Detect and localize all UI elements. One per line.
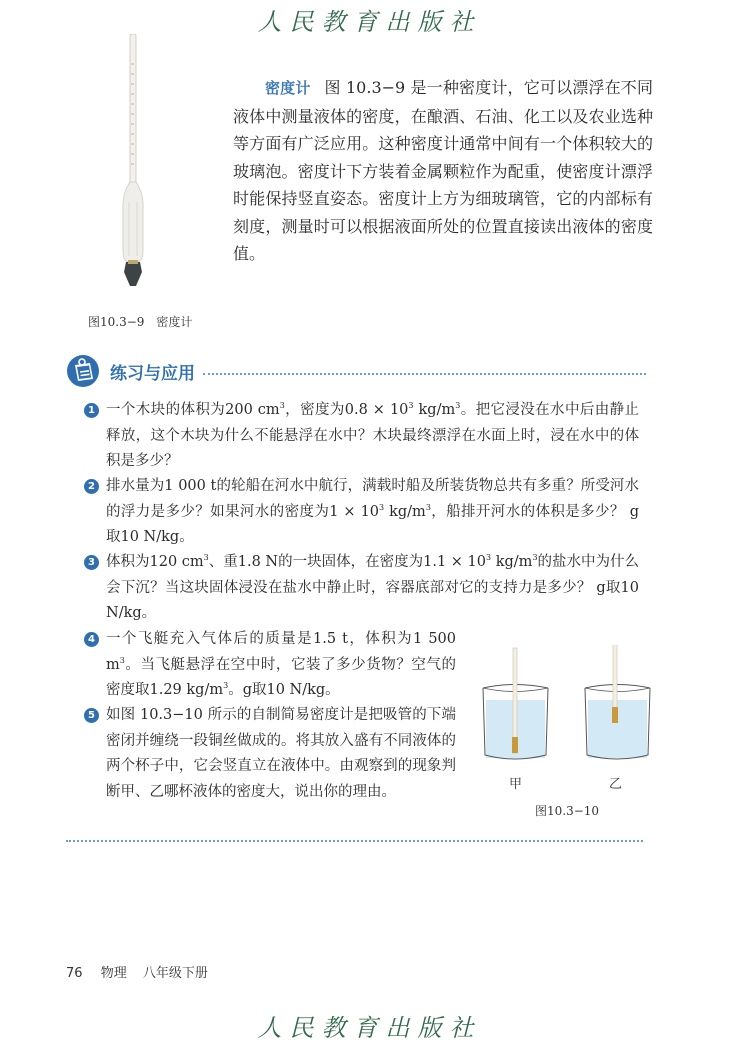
hydrometer-icon bbox=[118, 34, 148, 292]
figure-caption-hydrometer: 图10.3−9 密度计 bbox=[88, 315, 193, 329]
question-number-badge: 2 bbox=[84, 479, 99, 494]
beaker-yi-icon bbox=[585, 645, 650, 759]
question-number-badge: 5 bbox=[84, 708, 99, 723]
question-number-badge: 1 bbox=[84, 403, 99, 418]
subject-label: 物理 bbox=[100, 966, 127, 981]
beaker-label-jia: 甲 bbox=[509, 777, 523, 792]
exercise-clipboard-icon bbox=[66, 354, 100, 388]
section-title: 练习与应用 bbox=[110, 363, 195, 384]
beaker-jia-icon bbox=[483, 648, 548, 759]
publisher-logo-bottom: 人民教育出版社 bbox=[257, 1014, 482, 1042]
exercise-question-2: 2 排水量为1 000 t的轮船在河水中航行，满载时船及所装货物总共有多重？所受河水的浮力是多少？如果河水的密度为$1 \times 10^3$ $kg/m^3$，船排开河水的体积是多少？ g取10 N/kg。 bbox=[84, 474, 639, 551]
exercise-question-5: 5 如图 10.3−10 所示的自制简易密度计是把吸管的下端密闭并缠绕一段铜丝做成的。将其放入盛有不同液体的两个杯子中，它会竖直立在液体中。由观察到的现象判断甲、乙哪杯液体的密度大，说出你的理由。 bbox=[84, 703, 456, 805]
page-footer bbox=[66, 962, 208, 981]
exercise-question-4: 4 一个飞艇充入气体后的质量是1.5 t，体积为1 500 $m^3$。当飞艇悬浮在空中时，它装了多少货物？空气的密度取1.29 $kg/m^3$。g取10 N/kg。 bbox=[84, 627, 456, 704]
figure-caption-beakers: 图10.3−10 bbox=[535, 804, 600, 818]
keyword-hydrometer: 密度计 bbox=[265, 79, 311, 97]
intro-paragraph bbox=[233, 74, 653, 268]
section-header bbox=[66, 353, 646, 389]
beakers-figure bbox=[475, 645, 665, 795]
page-number: 76 bbox=[66, 966, 83, 981]
beaker-label-yi: 乙 bbox=[609, 777, 623, 792]
dotted-divider-bottom bbox=[66, 840, 643, 842]
exercise-question-1: 1 一个木块的体积为200 $cm^3$，密度为$0.8 \times 10^3$ $kg/m^3$。把它浸没在水中后由静止释放，这个木块为什么不能悬浮在水中？木块最终漂浮在水面上时，浸在水中的体积是多少？ bbox=[84, 398, 639, 475]
question-number-badge: 3 bbox=[84, 555, 99, 570]
publisher-logo-top: 人民教育出版社 bbox=[257, 8, 482, 36]
dotted-divider bbox=[203, 373, 646, 375]
question-number-badge: 4 bbox=[84, 632, 99, 647]
book-label: 八年级下册 bbox=[142, 966, 208, 981]
intro-text: 图 10.3−9 是一种密度计，它可以漂浮在不同液体中测量液体的密度，在酿酒、石油、化工以及农业选种等方面有广泛应用。这种密度计通常中间有一个体积较大的玻璃泡。密度计下方装着金属颗粒作为配重，使密度计漂浮时能保持竖直姿态。密度计上方为细玻璃管，它的内部标有刻度，测量时可以根据液面所处的位置直接读出液体的密度值。 bbox=[233, 78, 653, 263]
exercise-question-3: 3 体积为120 $cm^3$、重1.8 N的一块固体，在密度为$1.1 \times 10^3$ $kg/m^3$的盐水中为什么会下沉？当这块固体浸没在盐水中静止时，容器底部对它的支持力是多少？ g取10 N/kg。 bbox=[84, 550, 639, 627]
